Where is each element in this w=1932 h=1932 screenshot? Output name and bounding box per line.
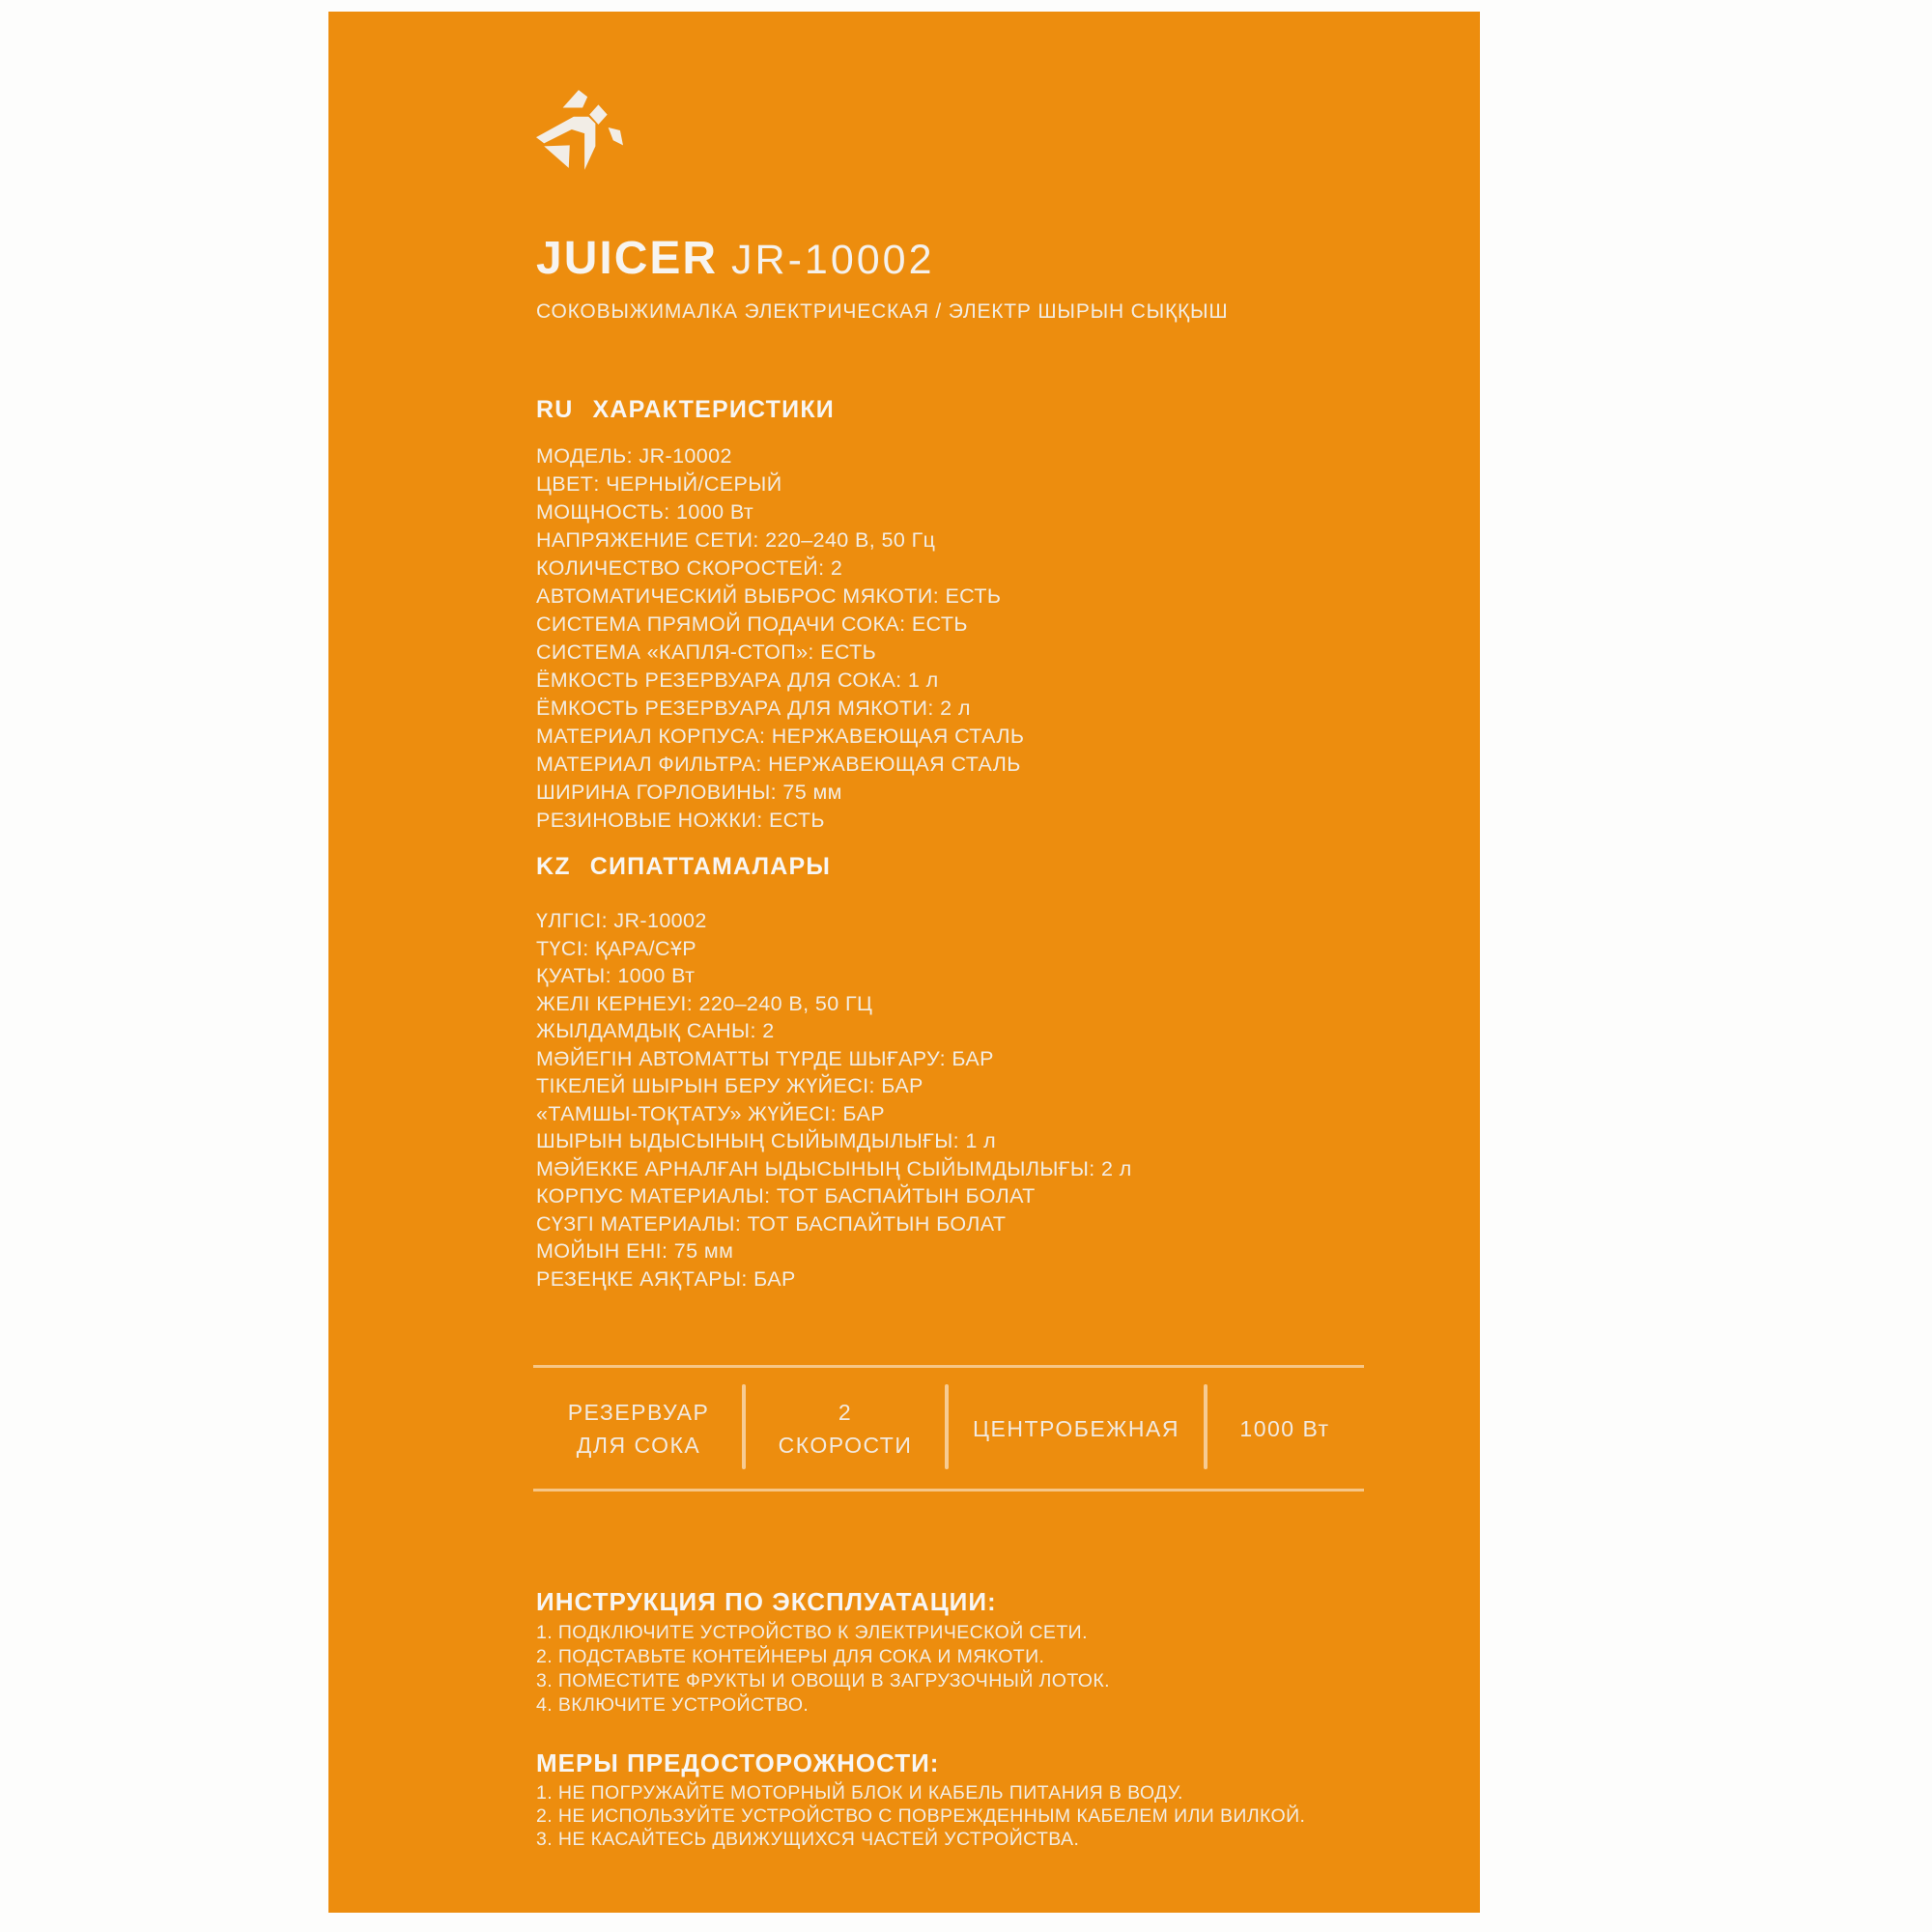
strip-divider: [1204, 1384, 1208, 1469]
ru-spec-list: [536, 442, 1024, 835]
package-back-panel: [328, 12, 1480, 1913]
spec-line: РЕЗЕҢКЕ АЯҚТАРЫ: БАР: [536, 1266, 796, 1291]
feature-power: [1206, 1368, 1364, 1489]
precaution-item: 1. НЕ ПОГРУЖАЙТЕ МОТОРНЫЙ БЛОК И КАБЕЛЬ ПИТАНИЯ В ВОДУ.: [536, 1782, 1183, 1804]
brand-logo-icon: [536, 89, 623, 170]
feature-text: ДЛЯ СОКА: [576, 1432, 701, 1458]
spec-line: МОЙЫН ЕНІ: 75 мм: [536, 1239, 734, 1263]
spec-line: ШЫРЫН ЫДЫСЫНЫҢ СЫЙЫМДЫЛЫҒЫ: 1 л: [536, 1129, 997, 1152]
feature-text: ЦЕНТРОБЕЖНАЯ: [973, 1415, 1179, 1441]
product-name: JUICER: [536, 233, 719, 284]
precaution-item: 3. НЕ КАСАЙТЕСЬ ДВИЖУЩИХСЯ ЧАСТЕЙ УСТРОЙСТВА.: [536, 1829, 1080, 1850]
feature-strip: [533, 1365, 1364, 1492]
spec-line: ТІКЕЛЕЙ ШЫРЫН БЕРУ ЖҮЙЕСІ: БАР: [536, 1074, 923, 1097]
precaution-item: 2. НЕ ИСПОЛЬЗУЙТЕ УСТРОЙСТВО С ПОВРЕЖДЕННЫМ КАБЕЛЕМ ИЛИ ВИЛКОЙ.: [536, 1805, 1306, 1827]
feature-speeds: [744, 1368, 947, 1489]
spec-line: ҮЛГІСІ: JR-10002: [536, 909, 707, 932]
spec-line: КОЛИЧЕСТВО СКОРОСТЕЙ: 2: [536, 556, 843, 580]
feature-text: РЕЗЕРВУАР: [567, 1399, 710, 1425]
instruction-item: 3. ПОМЕСТИТЕ ФРУКТЫ И ОВОЩИ В ЗАГРУЗОЧНЫЙ ЛОТОК.: [536, 1670, 1110, 1691]
spec-line: АВТОМАТИЧЕСКИЙ ВЫБРОС МЯКОТИ: ЕСТЬ: [536, 584, 1002, 608]
product-model-code: JR-10002: [731, 237, 935, 283]
spec-line: МӘЙЕККЕ АРНАЛҒАН ЫДЫСЫНЫҢ СЫЙЫМДЫЛЫҒЫ: 2 л: [536, 1156, 1132, 1180]
spec-line: ШИРИНА ГОРЛОВИНЫ: 75 мм: [536, 781, 842, 804]
spec-line: СИСТЕМА «КАПЛЯ-СТОП»: ЕСТЬ: [536, 640, 877, 664]
precautions-list: [536, 1781, 1305, 1851]
spec-line: ЖЫЛДАМДЫҚ САНЫ: 2: [536, 1019, 775, 1042]
spec-line: ЁМКОСТЬ РЕЗЕРВУАРА ДЛЯ СОКА: 1 л: [536, 668, 939, 692]
spec-line: РЕЗИНОВЫЕ НОЖКИ: ЕСТЬ: [536, 809, 825, 832]
strip-divider: [742, 1384, 746, 1469]
spec-line: ҚУАТЫ: 1000 Вт: [536, 964, 696, 987]
spec-line: НАПРЯЖЕНИЕ СЕТИ: 220–240 В, 50 Гц: [536, 528, 936, 552]
feature-text: 2: [838, 1399, 853, 1425]
spec-line: ЖЕЛІ КЕРНЕУІ: 220–240 В, 50 ГЦ: [536, 991, 873, 1015]
product-subtitle: СОКОВЫЖИМАЛКА ЭЛЕКТРИЧЕСКАЯ / ЭЛЕКТР ШЫРЫН СЫҚҚЫШ: [536, 300, 1229, 323]
product-title: [536, 232, 935, 285]
spec-line: МОДЕЛЬ: JR-10002: [536, 444, 732, 468]
spec-line: МАТЕРИАЛ КОРПУСА: НЕРЖАВЕЮЩАЯ СТАЛЬ: [536, 724, 1025, 748]
ru-section-header: [536, 396, 835, 424]
spec-line: ЁМКОСТЬ РЕЗЕРВУАРА ДЛЯ МЯКОТИ: 2 л: [536, 696, 971, 720]
ru-lang-tag: RU: [536, 396, 574, 423]
instruction-item: 1. ПОДКЛЮЧИТЕ УСТРОЙСТВО К ЭЛЕКТРИЧЕСКОЙ СЕТИ.: [536, 1622, 1088, 1643]
spec-line: МӘЙЕГІН АВТОМАТТЫ ТҮРДЕ ШЫҒАРУ: БАР: [536, 1046, 994, 1070]
kz-section-title: СИПАТТАМАЛАРЫ: [589, 853, 832, 880]
spec-line: СҮЗГІ МАТЕРИАЛЫ: ТОТ БАСПАЙТЫН БОЛАТ: [536, 1211, 1007, 1236]
instructions-header: ИНСТРУКЦИЯ ПО ЭКСПЛУАТАЦИИ:: [536, 1587, 997, 1616]
instruction-item: 2. ПОДСТАВЬТЕ КОНТЕЙНЕРЫ ДЛЯ СОКА И МЯКОТИ.: [536, 1646, 1045, 1667]
feature-centrifugal: [947, 1368, 1206, 1489]
feature-juice-tank: [533, 1368, 744, 1489]
feature-text: 1000 Вт: [1239, 1415, 1330, 1441]
spec-line: МОЩНОСТЬ: 1000 Вт: [536, 500, 754, 524]
instruction-item: 4. ВКЛЮЧИТЕ УСТРОЙСТВО.: [536, 1694, 810, 1716]
feature-text: СКОРОСТИ: [778, 1432, 913, 1458]
kz-section-header: [536, 853, 831, 881]
strip-divider: [945, 1384, 949, 1469]
kz-lang-tag: KZ: [536, 853, 571, 880]
precautions-header: МЕРЫ ПРЕДОСТОРОЖНОСТИ:: [536, 1748, 940, 1777]
spec-line: «ТАМШЫ-ТОҚТАТУ» ЖҮЙЕСІ: БАР: [536, 1101, 885, 1125]
spec-line: ЦВЕТ: ЧЕРНЫЙ/СЕРЫЙ: [536, 472, 782, 496]
spec-line: МАТЕРИАЛ ФИЛЬТРА: НЕРЖАВЕЮЩАЯ СТАЛЬ: [536, 753, 1021, 776]
instructions-list: [536, 1621, 1110, 1718]
spec-line: КОРПУС МАТЕРИАЛЫ: ТОТ БАСПАЙТЫН БОЛАТ: [536, 1184, 1036, 1208]
spec-line: СИСТЕМА ПРЯМОЙ ПОДАЧИ СОКА: ЕСТЬ: [536, 612, 968, 636]
kz-spec-list: [536, 907, 1132, 1293]
spec-line: ТҮСІ: ҚАРА/СҰР: [536, 936, 697, 960]
ru-section-title: ХАРАКТЕРИСТИКИ: [592, 396, 835, 423]
